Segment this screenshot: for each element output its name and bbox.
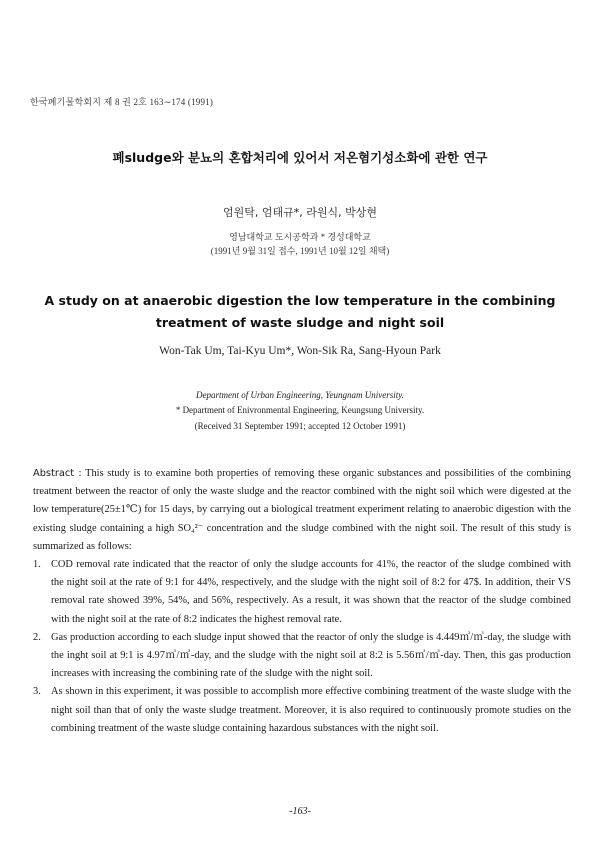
result-item-number: 1. bbox=[33, 559, 41, 571]
korean-authors: 엄원탁, 엄태규*, 라원식, 박상현 bbox=[223, 206, 377, 219]
result-item-text: As shown in this experiment, it was possible to accomplish more effective combining treatment of the waste sludge with the night soil than that of only the waste sludge treatment. Moreover, it is also required to continuously promote studies on the combining treatment of the waste sludge containing hazardous substances with the night soil. bbox=[51, 686, 571, 734]
english-authors: Won-Tak Um, Tai-Kyu Um*, Won-Sik Ra, Sang-Hyoun Park bbox=[159, 345, 441, 357]
english-title-line-1: A study on at anaerobic digestion the low temperature in the combining bbox=[44, 293, 556, 308]
result-item-number: 2. bbox=[33, 631, 41, 643]
abstract-intro-text: This study is to examine both properties of removing these organic substances and possibilities of the combining treatment between the reactor of only the waste sludge and the reactor combined with the night soil which were digested at the low temperature(25±1℃) for 15 days, by carrying out a biological treatment experiment relating to anaerobic digestion with the existing sludge containing a high SO₄²⁻ concentration and the sludge combined with the night soil. The result of this study is summarized as follows: bbox=[33, 468, 571, 552]
result-item-text: Gas production according to each sludge input showed that the reactor of only the sludge is 4.449㎥/㎥-day, the sludge with the inght soil at 9:1 is 4.97㎥/㎥-day, and the sludge with the night soil at 8:2 is 5.56㎥/㎥-day. Then, this gas production increases with increasing the combining rate of the sludge with the night soil. bbox=[51, 631, 571, 680]
english-title bbox=[0, 290, 600, 334]
abstract-intro bbox=[33, 465, 571, 556]
affiliation-environmental-engineering: * Department of Enivronmental Engineering, Keungsung University. bbox=[175, 405, 425, 415]
page-number: -163- bbox=[289, 806, 311, 817]
abstract-label: Abstract : bbox=[33, 468, 82, 479]
result-item bbox=[33, 629, 571, 684]
received-dates: (Received 31 September 1991; accepted 12 October 1991) bbox=[194, 421, 406, 431]
korean-affiliation: 영남대학교 도시공학과 * 경성대학교 bbox=[229, 232, 371, 242]
korean-title: 폐sludge와 분뇨의 혼합처리에 있어서 저온혐기성소화에 관한 연구 bbox=[112, 150, 488, 165]
result-item-text: COD removal rate indicated that the reactor of only the sludge accounts for 41%, the reactor of the sludge combined with the night soil at the rate of 9:1 for 44%, respectively, and the sludge with the night soil of 8:2 for 47$. In addition, their VS removal rate showed 39%, 54%, and 56%, respectively. As a result, it was shown that the reactor of the sludge combined with the night soil at the rate of 8:2 indicates the highest removal rate. bbox=[51, 559, 571, 625]
affiliation-urban-engineering: Department of Urban Engineering, Yeungnam University. bbox=[196, 390, 404, 400]
result-item bbox=[33, 683, 571, 738]
result-item-number: 3. bbox=[33, 686, 41, 698]
english-title-line-2: treatment of waste sludge and night soil bbox=[155, 315, 445, 330]
result-list bbox=[33, 556, 571, 738]
abstract bbox=[33, 465, 571, 738]
result-item bbox=[33, 556, 571, 629]
korean-received-dates: (1991년 9월 31일 접수, 1991년 10월 12일 채택) bbox=[210, 246, 390, 256]
journal-citation: 한국폐기물학회지 제 8 권 2호 163∼174 (1991) bbox=[30, 97, 214, 107]
